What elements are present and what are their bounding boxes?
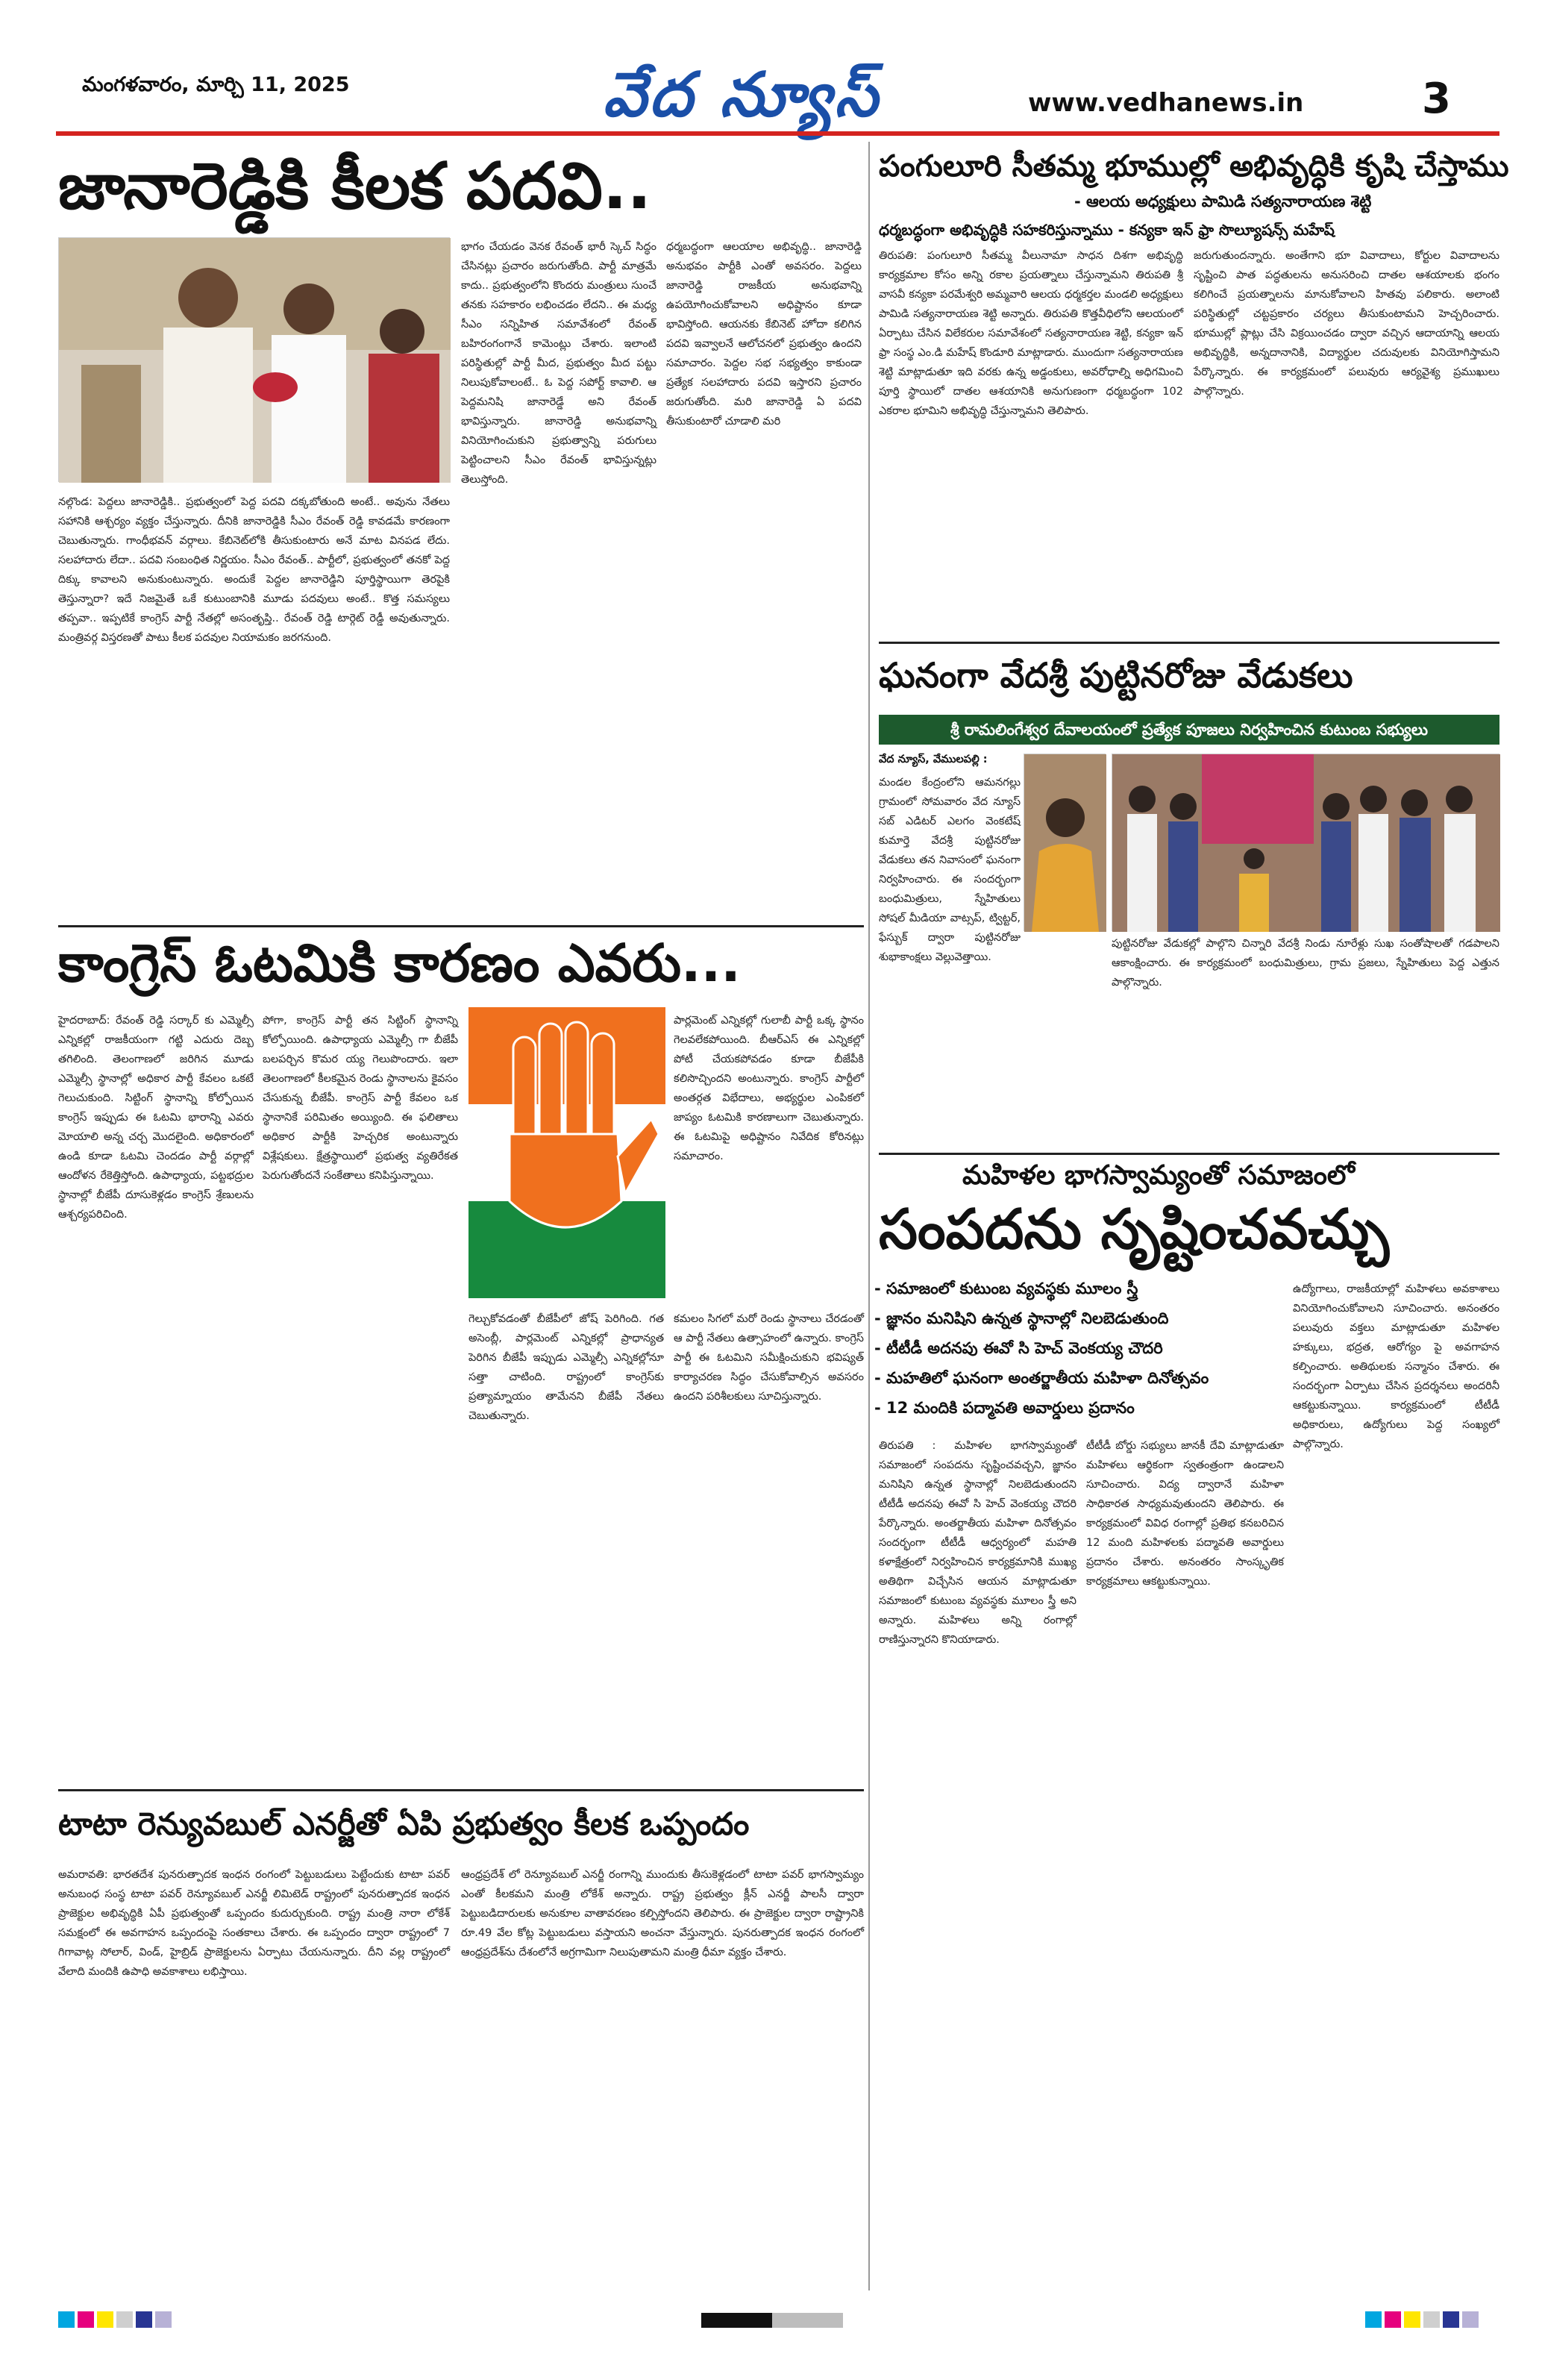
janareddy-headline: జానారెడ్డికి కీలక పదవి.. bbox=[58, 149, 652, 224]
center-divider bbox=[868, 142, 870, 2290]
reg-mark-blue-left bbox=[136, 2311, 152, 2328]
birthday-headline: ఘనంగా వేదశ్రీ పుట్టినరోజు వేడుకలు bbox=[879, 655, 1353, 695]
reg-mark-cyan-left bbox=[58, 2311, 75, 2328]
women-body-col3: ఉద్యోగాలు, రాజకీయాల్లో మహిళలు అవకాశాలు వినియోగించుకోవాలని సూచించారు. అనంతరం పలువురు వక్తలు మాట్లాడుతూ మహిళల హక్కులు, భద్రత, ఆరోగ్యం పై అవగాహన కల్పించారు. అతిథులకు సన్మానం చేశారు. ఈ సందర్భంగా ఏర్పాటు చేసిన ప్రదర్శనలు అందరినీ ఆకట్టుకున్నాయి. కార్యక్రమంలో టీటీడీ అధికారులు, ఉద్యోగులు పెద్ద సంఖ్యలో పాల్గొన్నారు. bbox=[1293, 1283, 1499, 1450]
women-bullet-1: - సమాజంలో కుటుంబ వ్యవస్థకు మూలం స్త్రీ bbox=[874, 1280, 1138, 1297]
temple-headline: పంగులూరి సీతమ్మ భూముల్లో అభివృద్ధికి కృషి చేస్తాము bbox=[879, 149, 1509, 184]
women-body-col2: టీటీడీ బోర్డు సభ్యులు జానకీ దేవి మాట్లాడుతూ మహిళలు ఆర్థికంగా స్వతంత్రంగా ఉండాలని సూచించారు. విద్య ద్వారానే మహిళా సాధికారత సాధ్యమవుతుందని తెలిపారు. ఈ కార్యక్రమంలో వివిధ రంగాల్లో ప్రతిభ కనబరిచిన 12 మంది మహిళలకు పద్మావతి అవార్డులు ప్రదానం చేశారు. అనంతరం సాంస్కృతిక కార్యక్రమాలు ఆకట్టుకున్నాయి. bbox=[1086, 1440, 1284, 1588]
congress-hand-logo bbox=[468, 1007, 665, 1298]
page-number: 3 bbox=[1422, 75, 1451, 123]
tata-body-col1: అమరావతి: భారతదేశ పునరుత్పాదక ఇంధన రంగంలో పెట్టుబడులు పెట్టేందుకు టాటా పవర్ అనుబంధ సంస్థ టాటా పవర్ రెన్యూవబుల్ ఎనర్జీ లిమిటెడ్ రాష్ట్రంలో పునరుత్పాదక ఇంధన ప్రాజెక్టుల అభివృద్ధికి ఏపీ ప్రభుత్వంతో ఒప్పందం కుదుర్చుకుంది. రాష్ట్ర మంత్రి నారా లోకేశ్ సమక్షంలో ఈ అవగాహన ఒప్పందంపై సంతకాలు చేశారు. ఈ ఒప్పందం ద్వారా రాష్ట్రంలో 7 గిగావాట్ల సోలార్, విండ్, హైబ్రిడ్ ప్రాజెక్టులను ఏర్పాటు చేయనున్నారు. దీని వల్ల రాష్ట్రంలో వేలాది మందికి ఉపాధి అవకాశాలు లభిస్తాయి. bbox=[58, 1869, 450, 1978]
congress-headline: కాంగ్రెస్ ఓటమికి కారణం ఎవరు... bbox=[58, 933, 741, 994]
temple-body-col2: జరుగుతుందన్నారు. అంతేగాని భూ వివాదాలు, కోర్టుల వివాదాలను సృష్టించి పాత పద్ధతులను అనుసరించి దాతల ఆశయాలకు భంగం కలిగించే ప్రయత్నాలను మానుకోవాలని హితవు పలికారు. అలాంటి పరిస్థితుల్లో చట్టప్రకారం చర్యలు తీసుకుంటామని హెచ్చరించారు. భూముల్లో ప్లాట్లు చేసి విక్రయించడం ద్వారా వచ్చిన ఆదాయాన్ని ఆలయ అభివృద్ధికి, అన్నదానానికి, విద్యార్థుల చదువులకు వినియోగిస్తామని పేర్కొన్నారు. ఈ కార్యక్రమంలో పలువురు ఆర్యవైశ్య ప్రముఖులు పాల్గొన్నారు. bbox=[1194, 250, 1499, 398]
right-divider-1 bbox=[879, 642, 1499, 644]
reg-mark-lavender-right bbox=[1462, 2311, 1479, 2328]
reg-mark-gray-right bbox=[1423, 2311, 1440, 2328]
women-bullet-2: - జ్ఞానం మనిషిని ఉన్నత స్థానాల్లో నిలబెడుతుంది bbox=[874, 1309, 1169, 1327]
women-bullet-4: - మహతిలో ఘనంగా అంతర్జాతీయ మహిళా దినోత్సవం bbox=[874, 1369, 1209, 1387]
birthday-dateline: వేద న్యూస్, వేములపల్లి : bbox=[879, 754, 988, 765]
congress-body-col4: గెల్చుకోవడంతో బీజేపీలో జోష్ పెరిగింది. గత అసెంబ్లీ, పార్లమెంట్ ఎన్నికల్లో ప్రాధాన్యత పెరిగిన బీజేపీ ఇప్పుడు ఎమ్మెల్సీ ఎన్నికల్లోనూ సత్తా చాటింది. రాష్ట్రంలో కాంగ్రెస్‌కు ప్రత్యామ్నాయం తామేనని బీజేపీ నేతలు చెబుతున్నారు. bbox=[468, 1313, 664, 1422]
reg-mark-blue-right bbox=[1443, 2311, 1459, 2328]
janareddy-body-col3: ధర్మబద్ధంగా ఆలయాల అభివృద్ధి.. జానారెడ్డి అనుభవం పార్టీకి ఎంతో అవసరం. పెద్దలు జానారెడ్డి రాజకీయ అనుభవాన్ని ఉపయోగించుకోవాలని అధిష్టానం కూడా భావిస్తోంది. ఆయనకు కేబినెట్ హోదా కలిగిన పదవి ఇవ్వాలనే ఆలోచనలో ప్రభుత్వం ఉందని సమాచారం. పెద్దల సభ సభ్యత్వం కాకుండా ప్రత్యేక సలహాదారు పదవి ఇస్తారని ప్రచారం జరుగుతోంది. మరి జానారెడ్డి ఏ పదవి తీసుకుంటారో చూడాలి మరి bbox=[666, 241, 862, 428]
reg-bar-black bbox=[701, 2313, 772, 2328]
janareddy-photo bbox=[58, 237, 450, 482]
birthday-photo-family bbox=[1112, 754, 1499, 931]
masthead-paper-name: వేద న్యూస్ bbox=[603, 60, 881, 131]
temple-body-col1: తిరుపతి: పంగులూరి సీతమ్మ వీలునామా సాధన దిశగా అభివృద్ధి కార్యక్రమాల కోసం అన్ని రకాల ప్రయత్నాలు చేస్తున్నామని తిరుపతి శ్రీ వాసవీ కన్యకా పరమేశ్వరి అమ్మవారి ఆలయ ధర్మకర్తల మండలి అధ్యక్షులు పామిడి సత్యనారాయణ శెట్టి అన్నారు. తిరుపతి కొత్తవీధిలోని ఆలయంలో ఏర్పాటు చేసిన విలేకరుల సమావేశంలో సత్యనారాయణ శెట్టి, కన్యకా ఇన్ ఫ్రా సంస్థ ఎం.డి మహేష్ కొండూరి మాట్లాడారు. ముందుగా సత్యనారాయణ శెట్టి మాట్లాడుతూ ఇది వరకు ఉన్న అడ్డంకులు, అవరోధాల్ని అధిగమించి పూర్తి స్థాయిలో దాతల ఆశయానికి అనుగుణంగా ధర్మబద్ధంగా 102 ఎకరాల భూమిని అభివృద్ధి చేస్తున్నామని తెలిపారు. bbox=[879, 250, 1183, 417]
reg-bar-gray bbox=[772, 2313, 843, 2328]
women-bullet-3: - టీటీడీ అదనపు ఈవో సి హెచ్ వెంకయ్య చౌదరి bbox=[874, 1339, 1163, 1357]
janareddy-body-col2: భాగం చేయడం వెనక రేవంత్ భారీ స్కెచ్ సిద్ధం చేసినట్లు ప్రచారం జరుగుతోంది. పార్టీ మాత్రమే కాదు.. ప్రభుత్వంలోని కొందరు మంత్రులు సుంచే తనకు సహకారం లభించడం లేదని.. ఈ మధ్య సీఎం సన్నిహిత సమావేశంలో రేవంత్ బహిరంగంగానే కామెంట్లు చేశారు. ఇలాంటి పరిస్థితుల్లో పార్టీ మీద, ప్రభుత్వం మీద పట్టు నిలుపుకోవాలంటే.. ఓ పెద్ద సపోర్ట్ కావాలి. ఆ పెద్దమనిషి జానారెడ్డే అని రేవంత్ భావిస్తున్నారు. జానారెడ్డి అనుభవాన్ని వినియోగించుకుని ప్రభుత్వాన్ని పరుగులు పెట్టించాలని సీఎం రేవంత్ భావిస్తున్నట్లు తెలుస్తోంది. bbox=[461, 241, 656, 486]
reg-mark-lavender-left bbox=[155, 2311, 172, 2328]
women-headline: సంపదను సృష్టించవచ్చు bbox=[879, 1197, 1390, 1262]
reg-mark-yellow-right bbox=[1404, 2311, 1420, 2328]
reg-mark-yellow-left bbox=[97, 2311, 113, 2328]
tata-body-col2: ఆంధ్రప్రదేశ్ లో రెన్యూవబుల్ ఎనర్జీ రంగాన్ని ముందుకు తీసుకెళ్లడంలో టాటా పవర్ భాగస్వామ్యం ఎంతో కీలకమని మంత్రి లోకేశ్ అన్నారు. రాష్ట్ర ప్రభుత్వం క్లీన్ ఎనర్జీ పాలసీ ద్వారా పెట్టుబడిదారులకు అనుకూల వాతావరణం కల్పిస్తోందని తెలిపారు. ఈ ప్రాజెక్టుల ద్వారా రాష్ట్రానికి రూ.49 వేల కోట్ల పెట్టుబడులు వస్తాయని అంచనా వేస్తున్నారు. పునరుత్పాదక ఇంధన రంగంలో ఆంధ్రప్రదేశ్‌ను దేశంలోనే అగ్రగామిగా నిలుపుతామని మంత్రి ధీమా వ్యక్తం చేశారు. bbox=[461, 1869, 864, 1958]
left-divider-2 bbox=[58, 1789, 864, 1791]
reg-mark-magenta-left bbox=[78, 2311, 94, 2328]
reg-mark-gray-left bbox=[116, 2311, 133, 2328]
birthday-banner: శ్రీ రామలింగేశ్వర దేవాలయంలో ప్రత్యేక పూజలు నిర్వహించిన కుటుంబ సభ్యులు bbox=[879, 715, 1499, 745]
congress-body-col1: హైదరాబాద్: రేవంత్ రెడ్డి సర్కార్ కు ఎమ్మెల్సీ ఎన్నికల్లో రాజకీయంగా గట్టి ఎదురు దెబ్బ తగిలింది. తెలంగాణలో జరిగిన మూడు ఎమ్మెల్సీ స్థానాల్లో అధికార పార్టీ కేవలం ఒకటే గెలుచుకుంది. సిట్టింగ్ స్థానాన్ని కోల్పోయిన కాంగ్రెస్ ఇప్పుడు ఈ ఓటమి భారాన్ని ఎవరు మోయాలి అన్న చర్చ మొదలైంది. అధికారంలో ఉండి కూడా ఓటమి చెందడం పార్టీ వర్గాల్లో ఆందోళన రేకెత్తిస్తోంది. ఉపాధ్యాయ, పట్టభద్రుల స్థానాల్లో బీజేపీ దూసుకెళ్లడం కాంగ్రెస్ శ్రేణులను ఆశ్చర్యపరిచింది. bbox=[58, 1015, 254, 1221]
temple-subhead: ధర్మబద్ధంగా అభివృద్ధికి సహకరిస్తున్నాము - కన్యకా ఇన్ ఫ్రా సొల్యూషన్స్ మహేష్ bbox=[879, 221, 1335, 239]
congress-body-col2: పోగా, కాంగ్రెస్ పార్టీ తన సిట్టింగ్ స్థానాన్ని కోల్పోయింది. ఉపాధ్యాయ ఎమ్మెల్సీ గా బీజేపీ బలపర్చిన కొమర య్య గెలుపొందారు. ఇలా తెలంగాణలో కీలకమైన రెండు స్థానాలను కైవసం చేసుకున్న బీజేపీ. కాంగ్రెస్ పార్టీ కేవలం ఒక స్థానానికే పరిమితం అయ్యింది. ఈ ఫలితాలు అధికార పార్టీకి హెచ్చరిక అంటున్నారు విశ్లేషకులు. క్షేత్రస్థాయిలో ప్రభుత్వ వ్యతిరేకత పెరుగుతోందనే సంకేతాలు కనిపిస్తున్నాయి. bbox=[263, 1015, 458, 1182]
congress-body-col3: పార్లమెంట్ ఎన్నికల్లో గులాబీ పార్టీ ఒక్క స్థానం గెలవలేకపోయింది. బీఆర్ఎస్ ఈ ఎన్నికల్లో పోటీ చేయకపోవడం కూడా బీజేపీకి కలిసొచ్చిందని అంటున్నారు. కాంగ్రెస్ పార్టీలో అంతర్గత విభేదాలు, అభ్యర్థుల ఎంపికలో జాప్యం ఓటమికి కారణాలుగా చెబుతున్నారు. ఈ ఓటమిపై అధిష్టానం నివేదిక కోరినట్లు సమాచారం. bbox=[674, 1015, 864, 1162]
masthead-rule bbox=[56, 131, 1499, 136]
right-divider-2 bbox=[879, 1153, 1499, 1155]
tata-headline: టాటా రెన్యువబుల్ ఎనర్జీతో ఏపి ప్రభుత్వం కీలక ఒప్పందం bbox=[58, 1806, 750, 1842]
women-body-col1: తిరుపతి : మహిళల భాగస్వామ్యంతో సమాజంలో సంపదను సృష్టించవచ్చని, జ్ఞానం మనిషిని ఉన్నత స్థానాల్లో నిలబెడుతుందని టీటీడీ అదనపు ఈవో సి హెచ్ వెంకయ్య చౌదరి పేర్కొన్నారు. అంతర్జాతీయ మహిళా దినోత్సవం సందర్భంగా టీటీడీ ఆధ్వర్యంలో మహతి కళాక్షేత్రంలో నిర్వహించిన కార్యక్రమానికి ముఖ్య అతిథిగా విచ్చేసిన ఆయన మాట్లాడుతూ సమాజంలో కుటుంబ వ్యవస్థకు మూలం స్త్రీ అని అన్నారు. మహిళలు అన్ని రంగాల్లో రాణిస్తున్నారని కొనియాడారు. bbox=[879, 1440, 1076, 1646]
masthead-date: మంగళవారం, మార్చి 11, 2025 bbox=[82, 73, 350, 96]
reg-mark-cyan-right bbox=[1365, 2311, 1382, 2328]
congress-body-col5: కమలం సిగలో మరో రెండు స్థానాలు చేరడంతో ఆ పార్టీ నేతలు ఉత్సాహంలో ఉన్నారు. కాంగ్రెస్ పార్టీ ఈ ఓటమిని సమీక్షించుకుని భవిష్యత్ కార్యాచరణ సిద్ధం చేసుకోవాల్సిన అవసరం ఉందని పరిశీలకులు సూచిస్తున్నారు. bbox=[674, 1313, 864, 1403]
birthday-body-col1: మండల కేంద్రంలోని ఆమనగల్లు గ్రామంలో సోమవారం వేద న్యూస్ సబ్ ఎడిటర్ ఎలగం వెంకటేష్ కుమార్తె వేదశ్రీ పుట్టినరోజు వేడుకలు తన నివాసంలో ఘనంగా నిర్వహించారు. ఈ సందర్భంగా బంధుమిత్రులు, స్నేహితులు సోషల్ మీడియా వాట్సప్, ట్విట్టర్, ఫేస్బుక్ ద్వారా పుట్టినరోజు శుభాకాంక్షలు వెల్లువెత్తాయి. bbox=[879, 777, 1021, 963]
left-divider-1 bbox=[58, 925, 864, 927]
birthday-body-col2: పుట్టినరోజు వేడుకల్లో పాల్గొని చిన్నారి వేదశ్రీ నిండు నూరేళ్లు సుఖ సంతోషాలతో గడపాలని ఆకాంక్షించారు. ఈ కార్యక్రమంలో బంధుమిత్రులు, గ్రామ ప్రజలు, స్నేహితులు పెద్ద ఎత్తున పాల్గొన్నారు. bbox=[1112, 938, 1499, 989]
women-kicker: మహిళల భాగస్వామ్యంతో సమాజంలో bbox=[962, 1160, 1355, 1191]
women-bullet-5: - 12 మందికి పద్మావతి అవార్డులు ప్రదానం bbox=[874, 1399, 1135, 1417]
birthday-photo-child bbox=[1024, 754, 1106, 931]
masthead-website[interactable]: www.vedhanews.in bbox=[1028, 88, 1304, 118]
temple-byline: - ఆలయ అధ్యక్షులు పామిడి సత్యనారాయణ శెట్టి bbox=[1074, 192, 1372, 210]
reg-mark-magenta-right bbox=[1385, 2311, 1401, 2328]
janareddy-body-col1: నల్గొండ: పెద్దలు జానారెడ్డికి.. ప్రభుత్వంలో పెద్ద పదవి దక్కబోతుంది అంటే.. అవును నేతలు సహానికి ఆశ్చర్యం వ్యక్తం చేస్తున్నారు. దీనికి జానారెడ్డికి సీఎం రేవంత్ రెడ్డి కావడమే కారణంగా చెబుతున్నారు. గాంధీభవన్ వర్గాలు. కేబినెట్‌లోకి తీసుకుంటారు అనే మాట వినపడ లేదు. సలహాదారు లేదా.. పదవి సంబంధిత నిర్ణయం. సీఎం రేవంత్.. పార్టీలో, ప్రభుత్వంలో తనకో పెద్ద దిక్కు కావాలని అనుకుంటున్నారు. అందుకే పెద్దల జానారెడ్డిని పూర్తిస్థాయిగా తెరపైకి తెస్తున్నారా? ఇదే నిజమైతే ఒకే కుటుంబానికి మూడు పదవులు అంటే.. కొత్త సమస్యలు తప్పవా.. ఇప్పటికే కాంగ్రెస్ పార్టీ నేతల్లో అసంతృప్తి.. రేవంత్ రెడ్డి టార్గెట్ రెడ్డీ అవుతున్నారు. మంత్రివర్గ విస్తరణతో పాటు కీలక పదవుల నియామకం జరగనుంది. bbox=[58, 496, 450, 644]
